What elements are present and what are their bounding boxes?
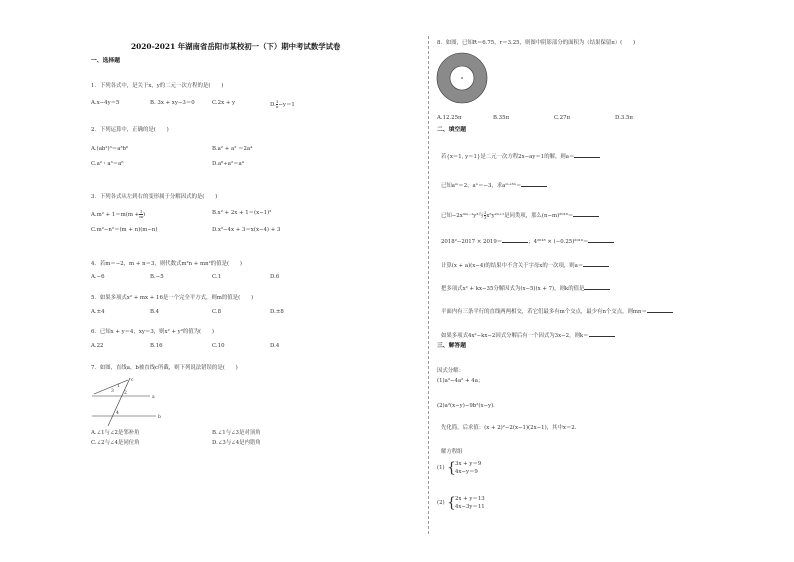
solve-3-number-1: (1) bbox=[437, 465, 445, 471]
fill-3-text-b: x⁵y²ⁿ⁺¹是同类项，那么(n−m)²⁰¹⁸＝ bbox=[486, 213, 574, 219]
q4-option-c: C.1 bbox=[212, 274, 222, 280]
solve-2: 先化简，后求值：(x + 2)²−2(x−1)(2x−1)，其中x＝2． bbox=[441, 425, 581, 431]
fill-3-text: 已知−2x³ᵐ⁻¹y³与 bbox=[441, 213, 484, 219]
fill-5 bbox=[441, 262, 609, 270]
section-choice: 一、选择题 bbox=[91, 58, 120, 64]
q1d-rest: −y＝1 bbox=[278, 102, 295, 108]
fill-3: 已知−2x³ᵐ⁻¹y³与 $\frac{1}{3}$ x⁵y²ⁿ⁺¹是同类项，那么(n−m)²⁰¹⁸＝ bbox=[441, 211, 599, 220]
solve-1b: (2)a²(x−y)−9b²(x−y)． bbox=[437, 403, 499, 409]
q6-option-c: C.10 bbox=[212, 343, 225, 349]
question-4: 4．若m＝−2，m + n＝3，则代数式m²n + mn²的值是( ) bbox=[91, 261, 242, 267]
q1-option-b: B. 3x + xy−3＝0 bbox=[150, 100, 195, 106]
fill-4-text-b: ；4²⁰¹⁸ × (−0.25)²⁰¹⁹＝ bbox=[528, 239, 589, 245]
q5-option-b: B.4 bbox=[150, 309, 160, 315]
fill-6 bbox=[441, 285, 610, 293]
center-dot bbox=[461, 77, 463, 79]
question-5: 5．如果多项式x² + mx + 16是一个完全平方式，则m的值是( ) bbox=[91, 295, 254, 301]
fill-2 bbox=[441, 182, 547, 190]
fill-7 bbox=[441, 308, 673, 316]
q3-option-c: C.m²−n²＝(m + n)(m−n) bbox=[91, 227, 158, 233]
question-1: 1．下列各式中，是关于x，y的二元一次方程的是( ) bbox=[91, 83, 224, 89]
q7-option-c: C.∠2与∠4是同位角 bbox=[91, 440, 140, 446]
fill-7-text: 平面内有三条平行的直线两两相交，若它们最多有m个交点，最少有n个交点，则mn＝ bbox=[441, 309, 647, 315]
q3-option-b: B.x² + 2x + 1＝(x−1)² bbox=[212, 210, 272, 216]
fill-4 bbox=[441, 238, 614, 246]
q2-option-c: C.a²・a³＝a⁶ bbox=[91, 161, 124, 167]
q5-option-d: D.±8 bbox=[270, 309, 284, 315]
system-1-eq1: 3x + y＝9 bbox=[455, 461, 482, 467]
question-6: 6．已知x + y＝4，xy＝3，则x² + y²的值为( ) bbox=[91, 329, 215, 335]
section-fill: 二、填空题 bbox=[437, 127, 466, 133]
system-2-eq1: 2x + y＝13 bbox=[455, 496, 485, 502]
q2-option-a: A.(ab²)³＝a³b⁶ bbox=[91, 146, 129, 152]
column-divider bbox=[428, 36, 429, 534]
label-3: 3 bbox=[111, 389, 114, 394]
q5-option-a: A.±4 bbox=[91, 309, 105, 315]
q1d-label: D. bbox=[270, 102, 276, 108]
fill-2-text: 已知aᵐ＝2，aⁿ＝−3，求aᵐ⁺³ⁿ＝ bbox=[441, 183, 522, 189]
q1-option-c: C.2x + y bbox=[212, 100, 236, 106]
q6-option-b: B.16 bbox=[150, 343, 163, 349]
label-b: b bbox=[158, 415, 161, 420]
q8-ring-figure bbox=[436, 52, 488, 104]
system-2-brace: { bbox=[447, 495, 456, 511]
solve-1a: (1)a³−4a² + 4a； bbox=[437, 378, 484, 384]
q3a-end: ) bbox=[143, 212, 146, 218]
page-title: 2020-2021 年湖南省岳阳市某校初一（下）期中考试数学试卷 bbox=[131, 42, 341, 51]
fill-6-text: 把多项式x² + kx−35分解因式为(x−5)(x + 7)，则k的值是 bbox=[441, 286, 585, 292]
q8-option-c: C.27π bbox=[554, 115, 571, 121]
q4-option-d: D.6 bbox=[270, 274, 280, 280]
q8-option-a: A.12.25π bbox=[437, 115, 462, 121]
label-2: 2 bbox=[124, 391, 127, 396]
section-answer: 三、解答题 bbox=[437, 343, 466, 349]
fill-1-text: 若{x＝1, y＝1}是二元一次方程2x−ay＝1的解，则a＝ bbox=[441, 154, 575, 160]
q1d-numerator: 1 bbox=[275, 99, 279, 104]
q7-figure bbox=[90, 374, 170, 429]
system-2-eq2: 4x−3y＝11 bbox=[455, 504, 485, 510]
fill-1 bbox=[441, 153, 600, 161]
label-c: c bbox=[131, 378, 134, 383]
question-7: 7．如图，直线a，b被直线c所截，则下列说法错误的是( ) bbox=[91, 365, 238, 371]
fill-8 bbox=[441, 332, 615, 340]
q1d-denominator: x bbox=[275, 104, 279, 109]
solve-3: 解方程组 bbox=[441, 449, 463, 455]
solve-3-number-2: (2) bbox=[437, 500, 445, 506]
fill-4-text: 2018²−2017 × 2019＝ bbox=[441, 239, 503, 245]
q5-option-c: C.8 bbox=[212, 309, 222, 315]
question-2: 2．下列运算中，正确的是( ) bbox=[91, 127, 169, 133]
q1-option-d bbox=[270, 100, 295, 109]
label-a: a bbox=[152, 395, 155, 400]
q1-option-a: A.x−4y＝5 bbox=[91, 100, 120, 106]
q4-option-b: B.−5 bbox=[150, 274, 164, 280]
q6-option-a: A.22 bbox=[91, 343, 104, 349]
q8-option-b: B.35π bbox=[493, 115, 510, 121]
q3-option-d: D.x²−4x + 3＝x(x−4) + 3 bbox=[212, 227, 281, 233]
q8-option-d: D.3.5π bbox=[615, 115, 633, 121]
q3a-label: A.m² + 1＝m(m + bbox=[91, 212, 140, 218]
q4-option-a: A.−6 bbox=[91, 274, 105, 280]
q6-option-d: D.4 bbox=[270, 343, 280, 349]
system-1-eq2: 4x−y＝9 bbox=[455, 469, 478, 475]
system-1-brace: { bbox=[447, 460, 456, 476]
q7-option-d: D.∠3与∠4是内错角 bbox=[212, 440, 261, 446]
question-8: 8．如图，已知R＝6.75，r＝3.25，则图中阴影部分的面积为（结果保留π）( ) bbox=[437, 40, 636, 46]
q2-option-b: B.a² + a² ＝2a⁴ bbox=[212, 146, 253, 152]
question-3: 3．下列各式从左到右的变形属于分解因式的是( ) bbox=[91, 194, 218, 200]
label-1: 1 bbox=[117, 384, 120, 389]
fill-8-text: 如果多项式4x²−kx−2因式分解后有一个因式为3x−2，则k＝ bbox=[441, 333, 589, 339]
q3a-numerator: 1 bbox=[139, 209, 143, 214]
q2-option-d: D.a⁸÷a²＝a⁴ bbox=[212, 161, 244, 167]
label-4: 4 bbox=[116, 411, 119, 416]
fill-5-text: 计算(x + a)(x−4)的结果中不含关于字母x的一次项，则a＝ bbox=[441, 263, 584, 269]
q3a-denominator: m bbox=[139, 214, 143, 219]
solve-1: 因式分解： bbox=[437, 368, 464, 374]
q3-option-a bbox=[91, 210, 145, 219]
q7-option-b: B.∠1与∠3是对顶角 bbox=[212, 430, 261, 436]
q7-option-a: A.∠1与∠2是邻补角 bbox=[91, 430, 140, 436]
